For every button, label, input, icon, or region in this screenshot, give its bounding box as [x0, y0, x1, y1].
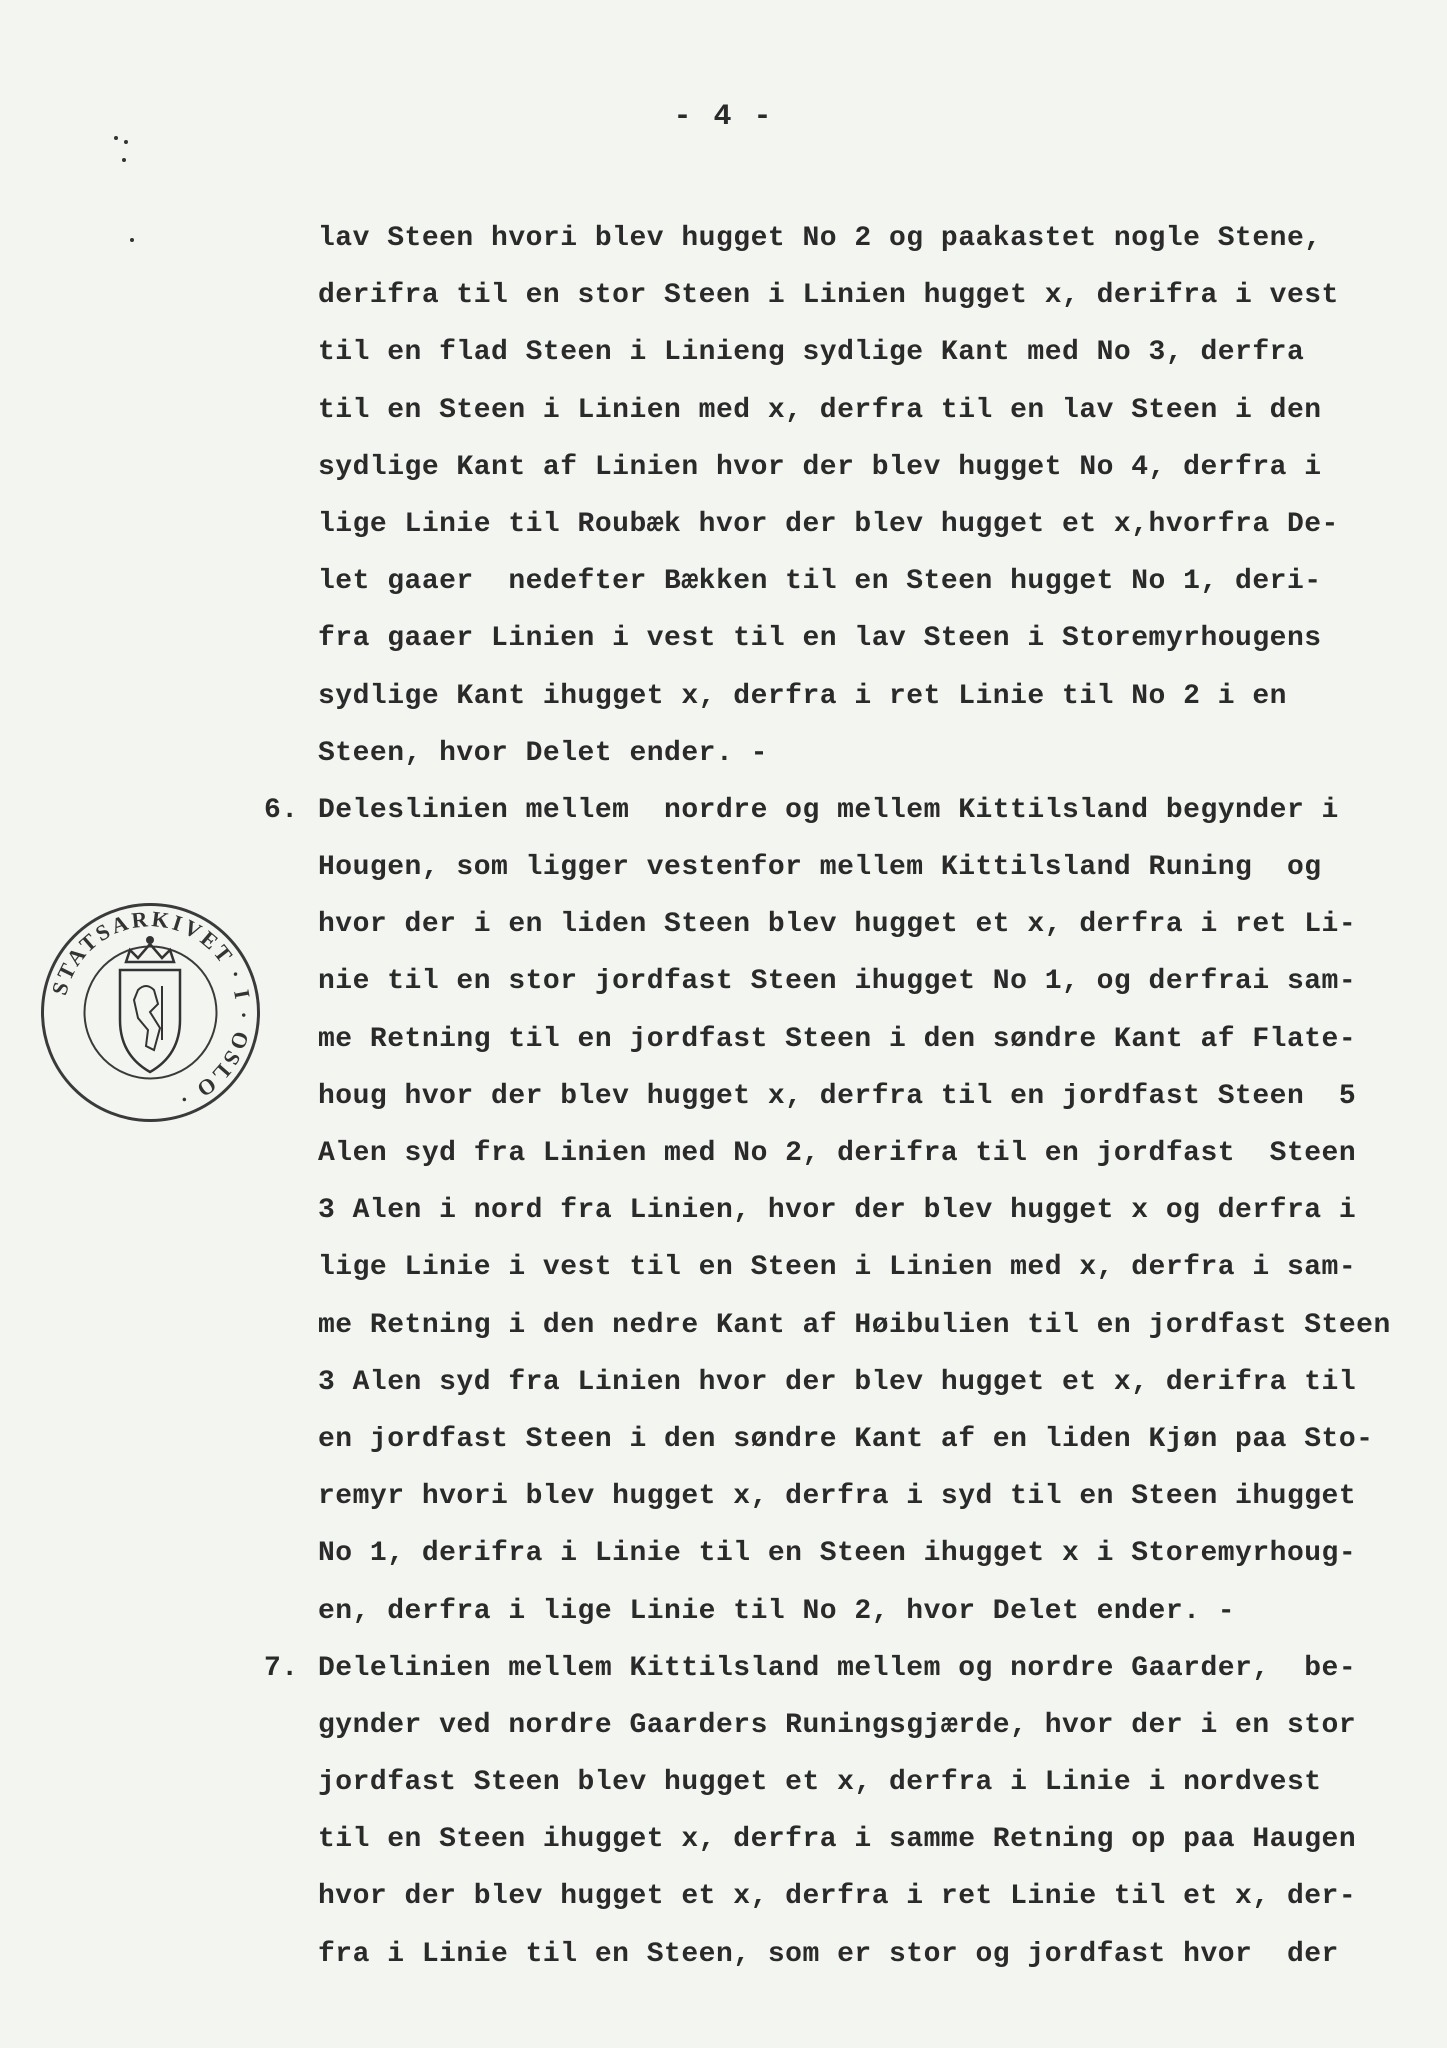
- line-text: 3 Alen i nord fra Linien, hvor der blev hugget x og derfra i: [318, 1195, 1357, 1227]
- text-line: [318, 553, 1393, 610]
- line-text: me Retning til en jordfast Steen i den søndre Kant af Flate-: [318, 1023, 1357, 1055]
- line-text: lav Steen hvori blev hugget No 2 og paakastet nogle Stene,: [318, 223, 1322, 254]
- text-line: [318, 668, 1393, 725]
- text-line: [318, 896, 1393, 953]
- line-text: me Retning i den nedre Kant af Høibulien til en jordfast Steen: [318, 1309, 1391, 1341]
- text-line: [318, 439, 1393, 496]
- line-text: til en Steen i Linien med x, derfra til en lav Steen i den: [318, 394, 1322, 426]
- text-line: [318, 1697, 1393, 1754]
- text-line: [318, 1011, 1393, 1068]
- text-line: [318, 210, 1393, 267]
- line-text: en jordfast Steen i den søndre Kant af en liden Kjøn paa Sto-: [318, 1423, 1374, 1455]
- margin-marks: [110, 128, 150, 248]
- text-line: [318, 1468, 1393, 1525]
- text-line: [318, 1354, 1393, 1411]
- line-text: nie til en stor jordfast Steen ihugget No 1, og derfrai sam-: [318, 966, 1357, 998]
- text-line: [318, 1182, 1393, 1239]
- seal-icon: [38, 900, 263, 1125]
- line-text: No 1, derifra i Linie til en Steen ihugget x i Storemyrhoug-: [318, 1538, 1357, 1570]
- line-text: fra gaaer Linien i vest til en lav Steen i Storemyrhougens: [318, 623, 1322, 655]
- line-text: Alen syd fra Linien med No 2, derifra til en jordfast Steen: [318, 1138, 1357, 1169]
- line-text: remyr hvori blev hugget x, derfra i syd til en Steen ihugget: [318, 1481, 1357, 1513]
- text-line: [318, 1125, 1393, 1182]
- line-text: til en Steen ihugget x, derfra i samme Retning op paa Haugen: [318, 1824, 1357, 1856]
- line-text: let gaaer nedefter Bækken til en Steen hugget No 1, deri-: [318, 566, 1322, 598]
- line-text: houg hvor der blev hugget x, derfra til en jordfast Steen 5: [318, 1080, 1357, 1112]
- paragraph-number: 7.: [264, 1652, 299, 1684]
- line-text: hvor der blev hugget et x, derfra i ret Linie til et x, der-: [318, 1881, 1357, 1913]
- line-text: lige Linie til Roubæk hvor der blev hugget et x,hvorfra De-: [318, 508, 1339, 540]
- line-text: hvor der i en liden Steen blev hugget et x, derfra i ret Li-: [318, 909, 1357, 941]
- text-line: [318, 1868, 1393, 1925]
- text-line: [318, 953, 1393, 1010]
- line-text: Hougen, som ligger vestenfor mellem Kittilsland Runing og: [318, 852, 1322, 884]
- text-line: [318, 1297, 1393, 1354]
- text-line: [318, 1926, 1393, 1983]
- line-text: fra i Linie til en Steen, som er stor og jordfast hvor der: [318, 1938, 1339, 1970]
- text-line: [264, 782, 1393, 839]
- text-line: [318, 267, 1393, 324]
- text-line: [318, 1525, 1393, 1582]
- archive-stamp: [38, 900, 263, 1125]
- text-line: [318, 725, 1393, 782]
- text-line: [318, 1811, 1393, 1868]
- text-line: [318, 1754, 1393, 1811]
- line-text: gynder ved nordre Gaarders Runingsgjærde, hvor der i en stor: [318, 1709, 1357, 1741]
- text-line: [318, 496, 1393, 553]
- text-line: [318, 1583, 1393, 1640]
- document-body: [264, 210, 1393, 1983]
- line-text: Deleslinien mellem nordre og mellem Kittilsland begynder i: [318, 794, 1339, 826]
- text-line: [264, 1640, 1393, 1697]
- line-text: jordfast Steen blev hugget et x, derfra i Linie i nordvest: [318, 1767, 1322, 1799]
- text-line: [318, 610, 1393, 667]
- line-text: 3 Alen syd fra Linien hvor der blev hugget et x, derifra til: [318, 1366, 1357, 1398]
- svg-text:STATSARKIVET · I · OSLO ·: STATSARKIVET · I · OSLO ·: [46, 906, 257, 1114]
- text-line: [318, 1068, 1393, 1125]
- line-text: Delelinien mellem Kittilsland mellem og nordre Gaarder, be-: [318, 1652, 1357, 1684]
- text-line: [318, 324, 1393, 381]
- text-line: [318, 839, 1393, 896]
- line-text: sydlige Kant ihugget x, derfra i ret Linie til No 2 i en: [318, 680, 1287, 712]
- paragraph-number: 6.: [264, 794, 299, 826]
- text-line: [318, 1411, 1393, 1468]
- line-text: sydlige Kant af Linien hvor der blev hugget No 4, derfra i: [318, 451, 1322, 483]
- line-text: derifra til en stor Steen i Linien hugget x, derifra i vest: [318, 280, 1339, 312]
- text-line: [318, 1239, 1393, 1296]
- line-text: en, derfra i lige Linie til No 2, hvor Delet ender. -: [318, 1595, 1236, 1627]
- line-text: Steen, hvor Delet ender. -: [318, 737, 768, 769]
- line-text: lige Linie i vest til en Steen i Linien med x, derfra i sam-: [318, 1252, 1357, 1284]
- line-text: til en flad Steen i Linieng sydlige Kant med No 3, derfra: [318, 337, 1305, 369]
- text-line: [318, 382, 1393, 439]
- page-number: - 4 -: [673, 100, 774, 134]
